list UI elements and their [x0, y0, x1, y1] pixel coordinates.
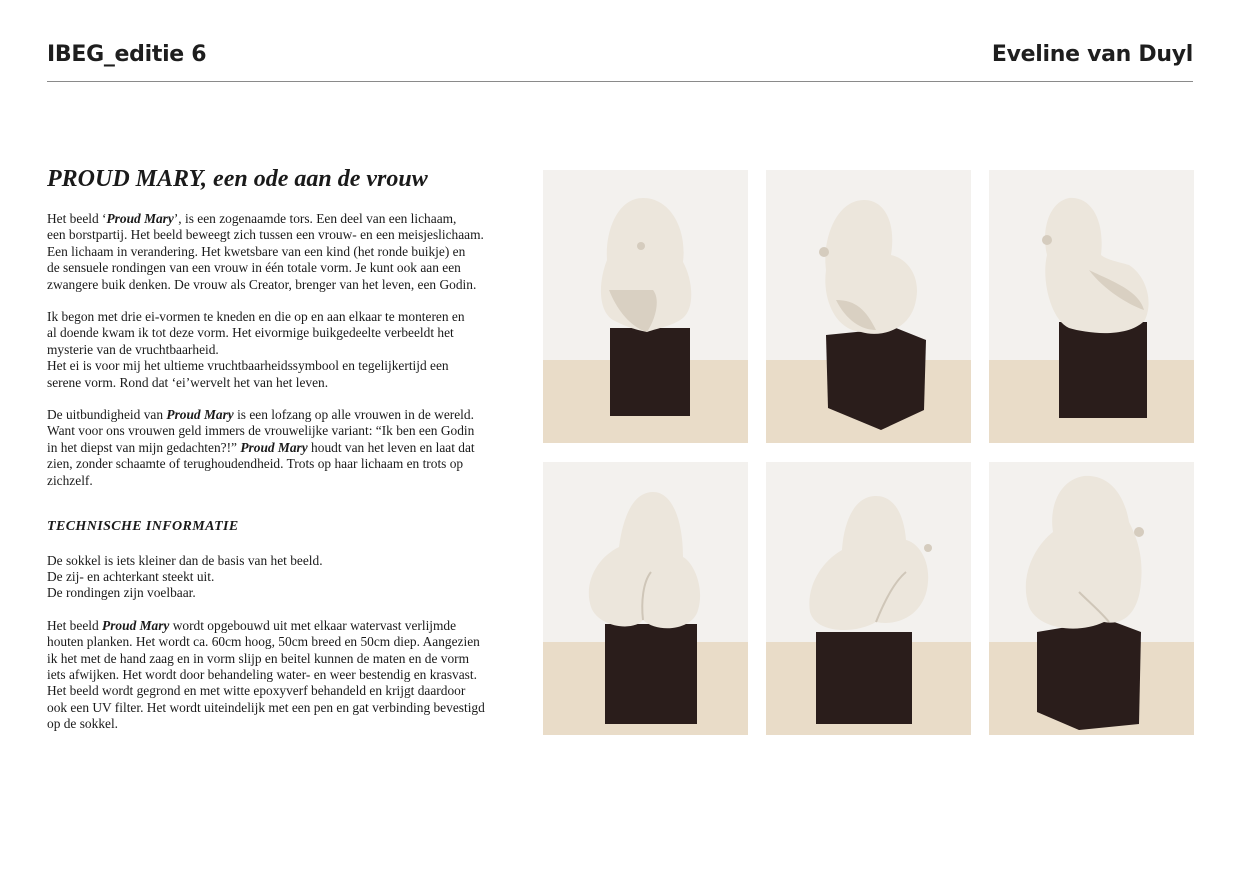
work-title: Proud Mary [166, 407, 234, 423]
sculpture-photo [766, 462, 971, 735]
article-title: PROUD MARY, een ode aan de vrouw [47, 166, 428, 192]
work-title: Proud Mary [102, 617, 170, 633]
sculpture-photo [543, 462, 748, 735]
paragraph-meaning: De uitbundigheid van Proud Mary is een lofzang op alle vrouwen in de wereld. Want voor ons vrouwen geld immers de vrouwelijke variant: “Ik ben een Godin in het diepst van mijn gedachten?!” Proud Mary houdt van het leven en laat dat zien, zonder schaamte of terughoudendheid. Trots op haar lichaam en trots op zichzelf. [47, 407, 475, 488]
header-divider [47, 81, 1193, 82]
publication-title: IBEG_editie 6 [47, 42, 207, 67]
work-title: Proud Mary [106, 211, 174, 226]
sculpture-photo [989, 462, 1194, 735]
author-name: Eveline van Duyl [991, 42, 1193, 67]
paragraph-construction: Het beeld Proud Mary wordt opgebouwd uit met elkaar watervast verlijmde houten planken. Het wordt ca. 60cm hoog, 50cm breed en 50cm diep. Aangezien ik het met de hand zaag en in vorm slijp en beitel kunnen de maten en de vorm iets afwijken. Het wordt door behandeling water- en weer bestendig en krasvast. Het beeld wordt gegrond en met witte epoxyverf behandeld en krijgt daardoor ook een UV filter. Het wordt uiteindelijk met een pen en gat verbinding bevestigd op de sokkel. [47, 617, 485, 732]
technical-info-heading: TECHNISCHE INFORMATIE [47, 519, 239, 535]
article-column [47, 163, 517, 749]
sculpture-photo [543, 170, 748, 443]
paragraph-process: Ik begon met drie ei-vormen te kneden en die op en aan elkaar te monteren en al doende kwam ik tot deze vorm. Het eivormige buikgedeelte verbeeldt het mysterie van de vruchtbaarheid. Het ei is voor mij het ultieme vruchtbaarheidssymbool en tegelijkertijd een serene vorm. Rond dat ‘ei’wervelt het van het leven. [47, 309, 465, 390]
paragraph-base: De sokkel is iets kleiner dan de basis van het beeld. De zij- en achterkant steekt uit. De rondingen zijn voelbaar. [47, 552, 323, 601]
work-title: Proud Mary [240, 439, 308, 455]
sculpture-photo [766, 170, 971, 443]
sculpture-photo [989, 170, 1194, 443]
paragraph-intro: Het beeld ‘Proud Mary’, is een zogenaamde tors. Een deel van een lichaam, een borstpartij. Het beeld beweegt zich tussen een vrouw- en een meisjeslichaam. Een lichaam in verandering. Het kwetsbare van een kind (het ronde buikje) en de sensuele rondingen van een vrouw in één totale vorm. Je kunt ook aan een zwangere buik denken. De vrouw als Creator, brenger van het leven, een Godin. [47, 211, 484, 292]
